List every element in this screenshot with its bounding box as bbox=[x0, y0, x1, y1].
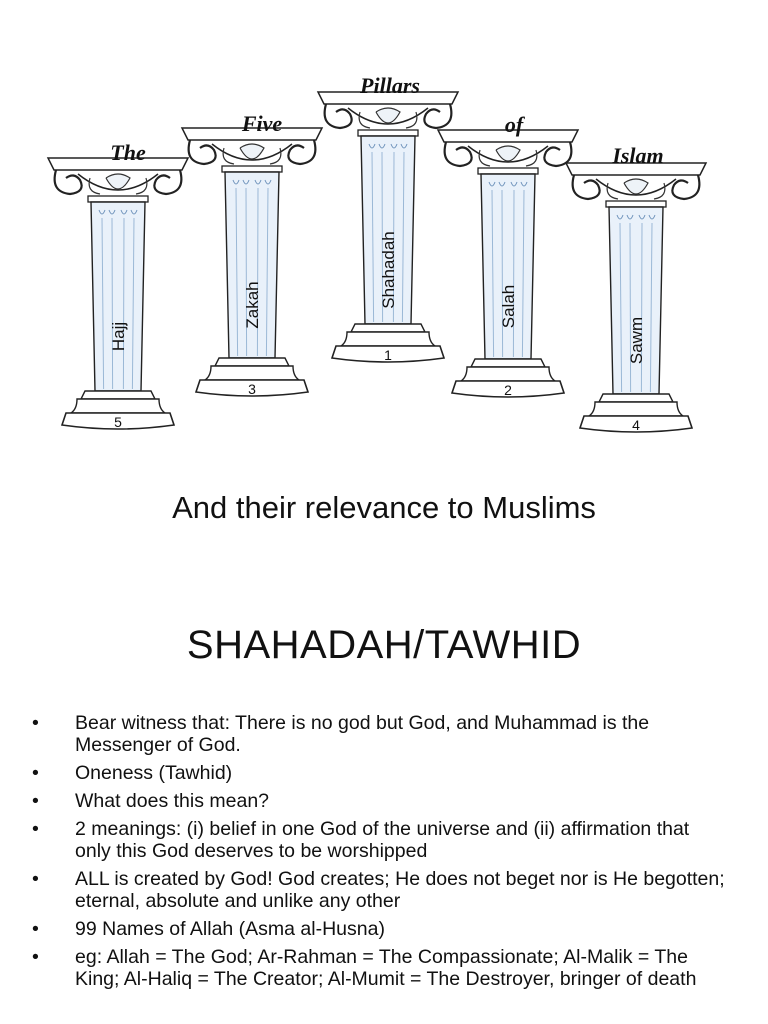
pillar-number-label: 3 bbox=[248, 381, 256, 397]
bullet-item: • 99 Names of Allah (Asma al-Husna) bbox=[30, 918, 730, 940]
bullet-item: • eg: Allah = The God; Ar-Rahman = The Compassionate; Al-Malik = The King; Al-Haliq = The Creator; Al-Mumit = The Destroyer, bringer of death bbox=[30, 946, 730, 990]
bullet-item: • 2 meanings: (i) belief in one God of the universe and (ii) affirmation that only this God deserves to be worshipped bbox=[30, 818, 730, 862]
pillar-name-label: Zakah bbox=[243, 281, 262, 329]
title-word: of bbox=[504, 112, 524, 137]
pillar bbox=[318, 73, 458, 363]
pillar bbox=[438, 112, 578, 398]
pillar-number-label: 5 bbox=[114, 414, 122, 430]
pillar bbox=[48, 140, 188, 430]
pillar bbox=[182, 111, 322, 397]
title-word: Pillars bbox=[360, 73, 420, 98]
pillar-name-label: Salah bbox=[499, 284, 518, 329]
title-word: The bbox=[110, 140, 146, 165]
pillar-name-label: Hajj bbox=[109, 321, 128, 352]
pillar-number-label: 4 bbox=[632, 417, 640, 433]
section-heading: SHAHADAH/TAWHID bbox=[186, 623, 582, 667]
title-word: Five bbox=[241, 111, 283, 136]
pillar-number-label: 1 bbox=[384, 347, 392, 363]
five-pillars-illustration bbox=[0, 0, 768, 470]
subtitle: And their relevance to Muslims bbox=[172, 490, 596, 525]
bullet-item: • What does this mean? bbox=[30, 790, 730, 812]
bullet-item: • ALL is created by God! God creates; He does not beget nor is He begotten; eternal, absolute and unlike any other bbox=[30, 868, 730, 912]
bullet-item: • Oneness (Tawhid) bbox=[30, 762, 730, 784]
bullet-item: • Bear witness that: There is no god but God, and Muhammad is the Messenger of God. bbox=[30, 712, 730, 756]
pillar-name-label: Sawm bbox=[627, 316, 646, 365]
bullet-list bbox=[30, 712, 730, 996]
pillar-name-label: Shahadah bbox=[379, 231, 398, 309]
title-word: Islam bbox=[612, 143, 664, 168]
pillar-number-label: 2 bbox=[504, 382, 512, 398]
pillar bbox=[566, 143, 706, 433]
